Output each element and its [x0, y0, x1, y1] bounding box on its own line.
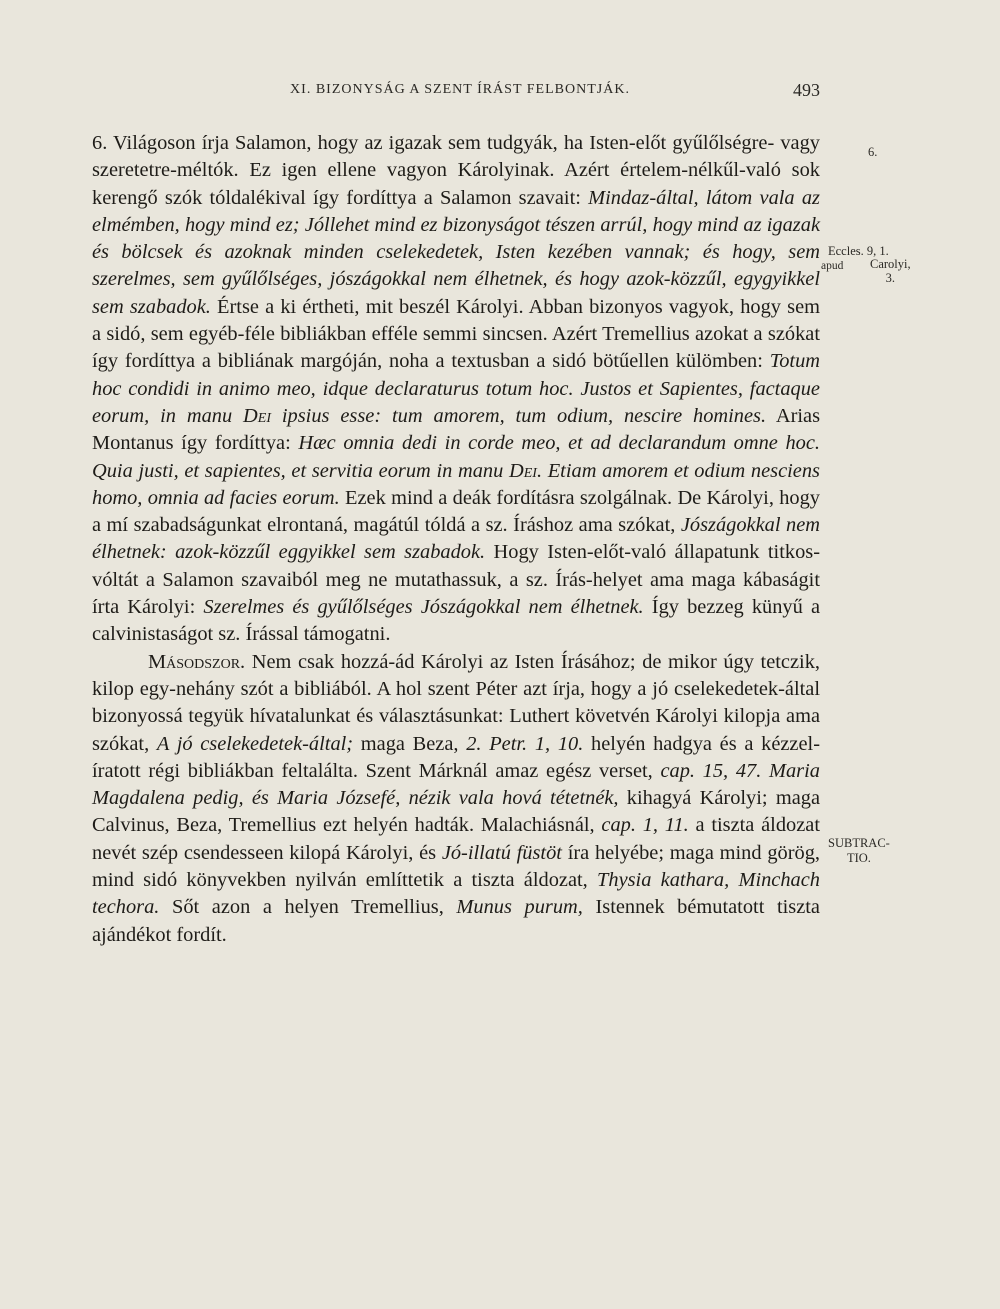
margin-note-subtractio-line1: SUBTRAC-	[828, 836, 890, 850]
margin-note-apud: apud	[821, 260, 844, 272]
margin-note-carolyi-name: Carolyi,	[870, 257, 911, 271]
paragraph-6	[92, 130, 820, 649]
text-run: helyén hadgya és a kézzel-íratott régi bibliákban feltalálta. Szent Márknál amaz egész verset,	[92, 732, 820, 782]
text-run: íra helyébe; maga mind görög, mind sidó könyvekben nyilván említtetik a tiszta áldozat,	[92, 841, 820, 892]
small-caps-word: Dei	[508, 459, 537, 482]
running-header	[100, 82, 820, 106]
italic-quote: Totum hoc condidi in animo meo, idque declaraturus totum hoc. Justos et Sapientes, factaque eorum, in manu	[92, 350, 820, 427]
text-run: maga Beza,	[353, 732, 467, 755]
text-run: 6. Világoson írja Salamon, hogy az igazak sem tudgyák, ha Isten-előt gyűlőlségre- vagy szeretetre-méltók. Ez igen ellene vagyon Károlyinak. Azért értelem-nélkűl-való sok kerengő szók tóldalékival így fordíttya a Salamon szavait:	[92, 132, 820, 209]
text-run: kihagyá Károlyi; maga Calvinus, Beza, Tremellius ezt helyén hadták. Malachiásnál,	[92, 787, 821, 837]
text-run: Nem csak hozzá-ád Károlyi az Isten Írásához; de mikor úgy tetczik, kilop egy-nehány szót a bibliából. A hol szent Péter azt írja, hogy a jó cselekedetek-által bizonyossá tegyük hívatalunkat és választásunkat: Luthert követvén Károlyi kilopja ama szókat,	[92, 650, 820, 755]
chapter-title: XI. BIZONYSÁG A SZENT ÍRÁST FELBONTJÁK.	[290, 82, 630, 97]
page-number: 493	[793, 80, 820, 100]
main-text	[92, 130, 820, 949]
italic-reference: cap. 1, 11.	[601, 814, 689, 837]
text-run: Értse a ki értheti, mit beszél Károlyi. Abban bizonyos vagyok, hogy sem a sidó, sem egyéb-féle bibliákban efféle semmi sincsen. Azért Tremellius azokat a szókat így fordíttya a bibliának margóján, noha a textusban a sidó bötűellen külömben:	[92, 295, 820, 373]
margin-note-eccles: Eccles. 9, 1.	[828, 244, 889, 258]
paragraph-subtractio	[92, 649, 820, 949]
italic-quote: Jó-illatú füstöt	[441, 841, 562, 864]
margin-note-number: 6.	[868, 145, 878, 159]
margin-note-carolyi-num: 3.	[885, 271, 895, 285]
margin-note-carolyi	[870, 257, 911, 285]
italic-reference: 2. Petr. 1, 10.	[466, 732, 584, 755]
italic-quote: cap. 15, 47. Maria Magdalena pedig, és Maria Józsefé, nézik vala hová tétetnék,	[92, 759, 820, 810]
text-run: Így bezzeg künyű a calvinistaságot sz. Írással támogatni.	[92, 596, 821, 646]
small-caps-word: Dei	[243, 404, 271, 427]
text-run: Hogy Isten-előt-való állapatunk titkos-vóltát a Salamon szavaiból meg ne mutathassuk, a sz. Írás-helyet ama maga kábaságit írta Károlyi:	[92, 541, 820, 619]
italic-quote: Jószágokkal nem élhetnek: azok-közzűl eggyikkel sem szabadok.	[92, 514, 821, 564]
italic-quote: A jó cselekedetek-által;	[156, 732, 354, 755]
italic-quote: Munus purum,	[456, 896, 583, 919]
italic-quote: Szerelmes és gyűlőlséges Jószágokkal nem élhetnek.	[203, 596, 644, 619]
italic-quote: Thysia kathara, Minchach techora.	[92, 869, 820, 919]
text-run: Ezek mind a deák fordításra szolgálnak. De Károlyi, hogy a mí szabadságunkat elrontaná, magátúl tóldá a sz. Íráshoz ama szókat,	[92, 486, 820, 537]
margin-note-subtractio-line2: TIO.	[846, 851, 871, 865]
text-run: Istennek bémutatott tiszta ajándékot fordít.	[92, 896, 820, 946]
italic-quote: . Etiam amorem et odium nesciens homo, omnia ad facies eorum.	[92, 459, 820, 509]
text-run: Sőt azon a helyen Tremellius,	[159, 896, 457, 919]
margin-note-subtractio	[828, 836, 890, 866]
text-run: Arias Montanus így fordíttya:	[92, 404, 821, 455]
italic-quote: Mindaz-által, látom vala az elmémben, hogy mind ez; Jóllehet mind ez bizonyságot tészen arrúl, hogy mind az igazak és bölcsek és azoknak minden cselekedetek, Isten kezében vannak; és hogy, sem szerelmes, sem gyűlőlséges, jószágokkal nem élhetnek, és hogy azok-közzűl, egygyikkel sem szabadok.	[92, 186, 820, 318]
italic-quote: ipsius esse: tum amorem, tum odium, nescire homines.	[271, 404, 767, 427]
italic-quote: Hæc omnia dedi in corde meo, et ad declarandum omne hoc. Quia justi, et sapientes, et servitia eorum in manu	[92, 432, 820, 482]
small-caps-lead: Másodszor.	[148, 650, 246, 673]
text-run: a tiszta áldozat nevét szép csendesseen kilopá Károlyi, és	[92, 814, 820, 864]
